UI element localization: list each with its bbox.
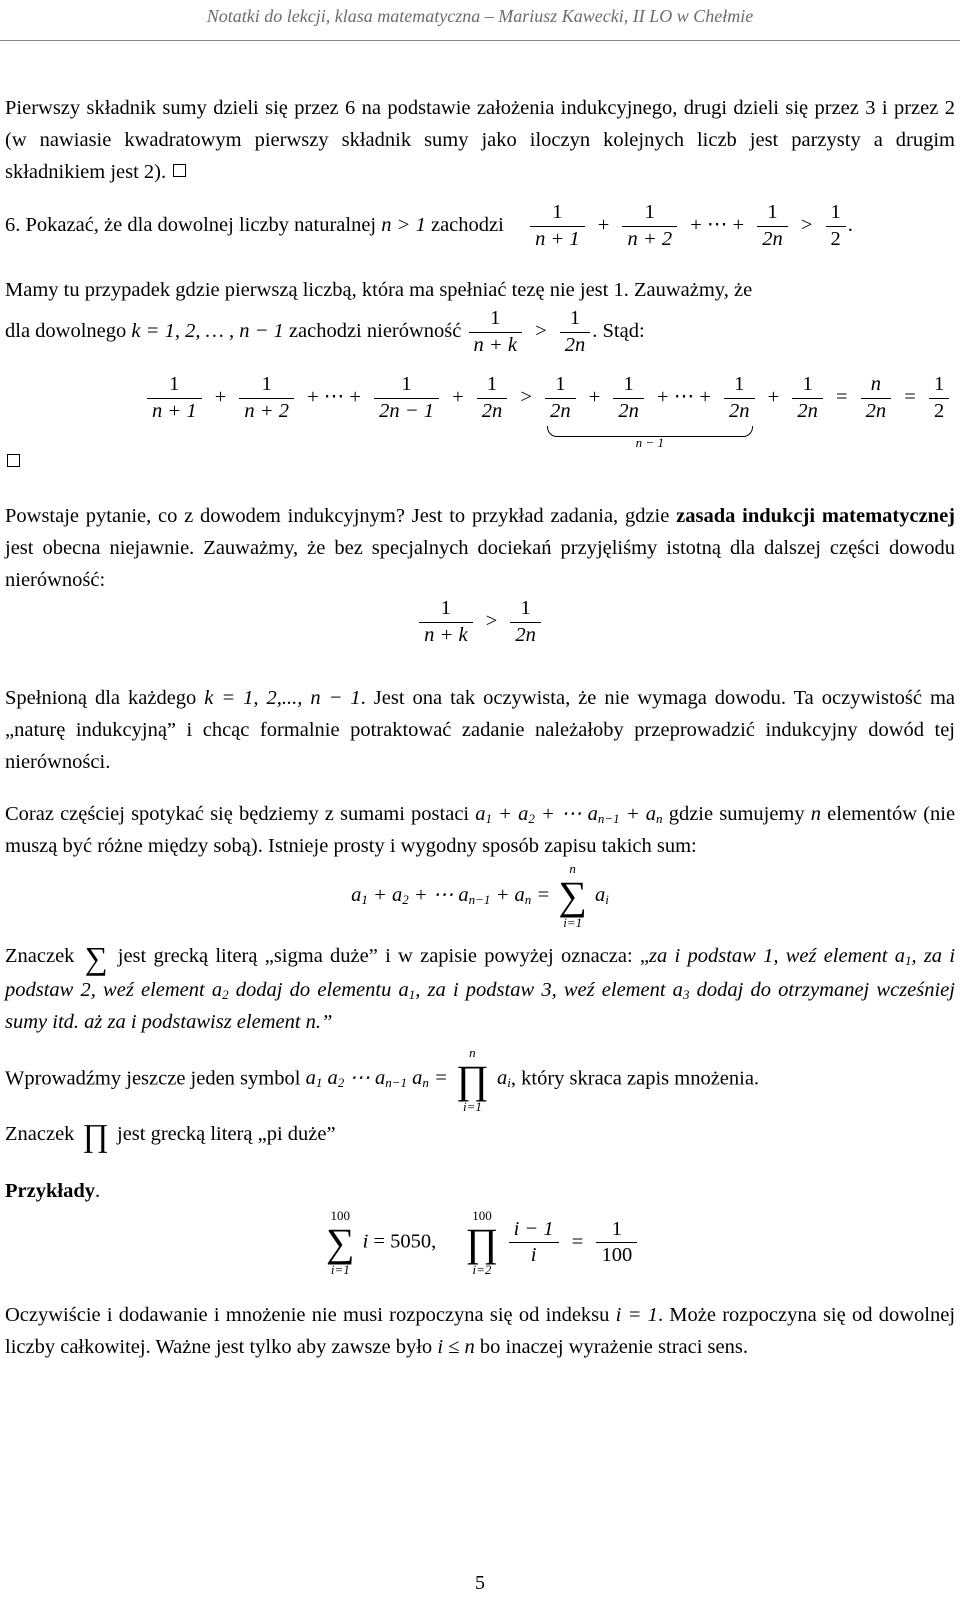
task-6: 6. Pokazać, że dla dowolnej liczby naturalnej n > 1 zachodzi $\frac{1}{n + 1}$ + $\frac{1}{n + 2}$ + ⋯ + $\frac{1}{2n}$ > $\frac{1}{2}$ . [5, 200, 955, 264]
sigma-icon: n ∑ i=1 [558, 861, 587, 931]
fraction: $\frac{1}{2}$ [826, 200, 846, 252]
page-number: 5 [475, 1572, 485, 1594]
pi-icon: ∏ [82, 1116, 109, 1153]
paragraph-question: Powstaje pytanie, co z dowodem indukcyjnym? Jest to przykład zadania, gdzie zasada indukcji matematycznej jest obecna niejawnie. Zauważmy, że bez specjalnych dociekań przyjęliśmy istotną dla dalszej części dowodu nierówność: [5, 505, 956, 592]
underbrace-label: n − 1 [635, 434, 664, 450]
fraction: $\frac{1}{2n}$ [757, 200, 788, 252]
fraction: $\frac{1}{n + 2}$ [622, 200, 677, 252]
paragraph-index-start: Oczywiście i dodawanie i mnożenie nie musi rozpoczyna się od indeksu i = 1. Może rozpoczyna się od dowolnej liczby całkowitej. Ważne jest tylko aby zawsze było i ≤ n bo inaczej wyrażenie straci sens. [5, 1303, 956, 1358]
qed-square-icon [7, 454, 20, 467]
equation-sum-estimate: $\frac{1}{n + 1}$ + $\frac{1}{n + 2}$ + ⋯ + $\frac{1}{2n - 1}$ + $\frac{1}{2n}$ > $\frac{1}{2n}$ + $\frac{1}{2n}$ + ⋯ + $\frac{1}{2n}$ n − 1 + $\frac{1}{2n}$ = $\frac{n}{2n}$ = $\frac{1}{2}$ [5, 366, 955, 486]
inequality-display: $\frac{1}{n + k}$ > $\frac{1}{2n}$ [5, 596, 955, 666]
header-rule [0, 40, 960, 41]
paragraph-induction-end: Pierwszy składnik sumy dzieli się przez 6 na podstawie założenia indukcyjnego, drugi dzieli się przez 3 i przez 2 (w nawiasie kwadratowym pierwszy składnik sumy jako iloczyn kolejnych liczb jest parzysty a drugim składnikiem jest 2). [5, 97, 955, 183]
sigma-icon: ∑ [84, 939, 108, 976]
paragraph-product-symbol: Wprowadźmy jeszcze jeden symbol $a_1$ $a_2$ ⋯ $a_{n-1}$ $a_n$ = n ∏ i=1 $a_i$, który skraca zapis mnożenia. [5, 1044, 760, 1114]
paragraph-observation: Mamy tu przypadek gdzie pierwszą liczbą, która ma spełniać tezę nie jest 1. Zauważmy, że dla dowolnego k = 1, 2, … , n − 1 zachodzi nierówność $\frac{1}{n + k}$ > $\frac{1}{2n}$ . Stąd: [5, 274, 955, 358]
condition: n > 1 [381, 213, 426, 236]
examples-heading: Przykłady. [5, 1179, 101, 1202]
pi-icon: n ∏ i=1 [455, 1044, 489, 1114]
sum-expression: $a_1 + a_2$ + ⋯ $a_{n-1} + a_n$ [475, 803, 663, 827]
examples-display: 100 ∑ i=1 i = 5050, 100 ∏ i=2 $\frac{i - 1}{i}$ = $\frac{1}{100}$ [5, 1209, 955, 1293]
page-content [5, 92, 955, 1363]
paragraph-obvious: Spełnioną dla każdego k = 1, 2,..., n − 1. Jest ona tak oczywista, że nie wymaga dowodu. Ta oczywistość ma „naturę indukcyjną” i chcąc formalnie potraktować zadanie należałoby przeprowadzić indukcyjny dowód tej nierówności. [5, 687, 955, 774]
fraction: $\frac{1}{n + k}$ [469, 306, 522, 358]
qed-square-icon [173, 164, 186, 177]
sigma-display: $a_1 + a_2$ + ⋯ $a_{n-1} + a_n$ = n ∑ i=1 $a_i$ [351, 861, 609, 931]
underbrace-group: $\frac{1}{2n}$ + $\frac{1}{2n}$ + ⋯ + $\frac{1}{2n}$ n − 1 [543, 372, 756, 424]
sigma-icon: 100 ∑ i=1 [326, 1207, 355, 1277]
fraction: $\frac{1}{2n}$ [560, 306, 591, 358]
fraction: $\frac{1}{n + 1}$ [530, 200, 585, 252]
paragraph-pi-meaning: Znaczek ∏ jest grecką literą „pi duże” [5, 1116, 336, 1153]
pi-icon: 100 ∏ i=2 [465, 1207, 499, 1277]
paragraph-sigma-meaning: Znaczek ∑ jest grecką literą „sigma duże” i w zapisie powyżej oznacza: „za i podstaw 1, weź element $a_1$, za i podstaw 2, weź element $a_2$ dodaj do elementu $a_1$, za i podstaw 3, weź element $a_3$ dodaj do otrzymanej wcześniej sumy itd. aż za i podstawisz element n.” [5, 939, 956, 1033]
page-header: Notatki do lekcji, klasa matematyczna – Mariusz Kawecki, II LO w Chełmie [206, 6, 754, 26]
paragraph-sums: Coraz częściej spotykać się będziemy z sumami postaci $a_1 + a_2$ + ⋯ $a_{n-1} + a_n$ gdzie sumujemy n elementów (nie muszą być różne między sobą). Istnieje prosty i wygodny sposób zapisu takich sum: [5, 803, 956, 858]
